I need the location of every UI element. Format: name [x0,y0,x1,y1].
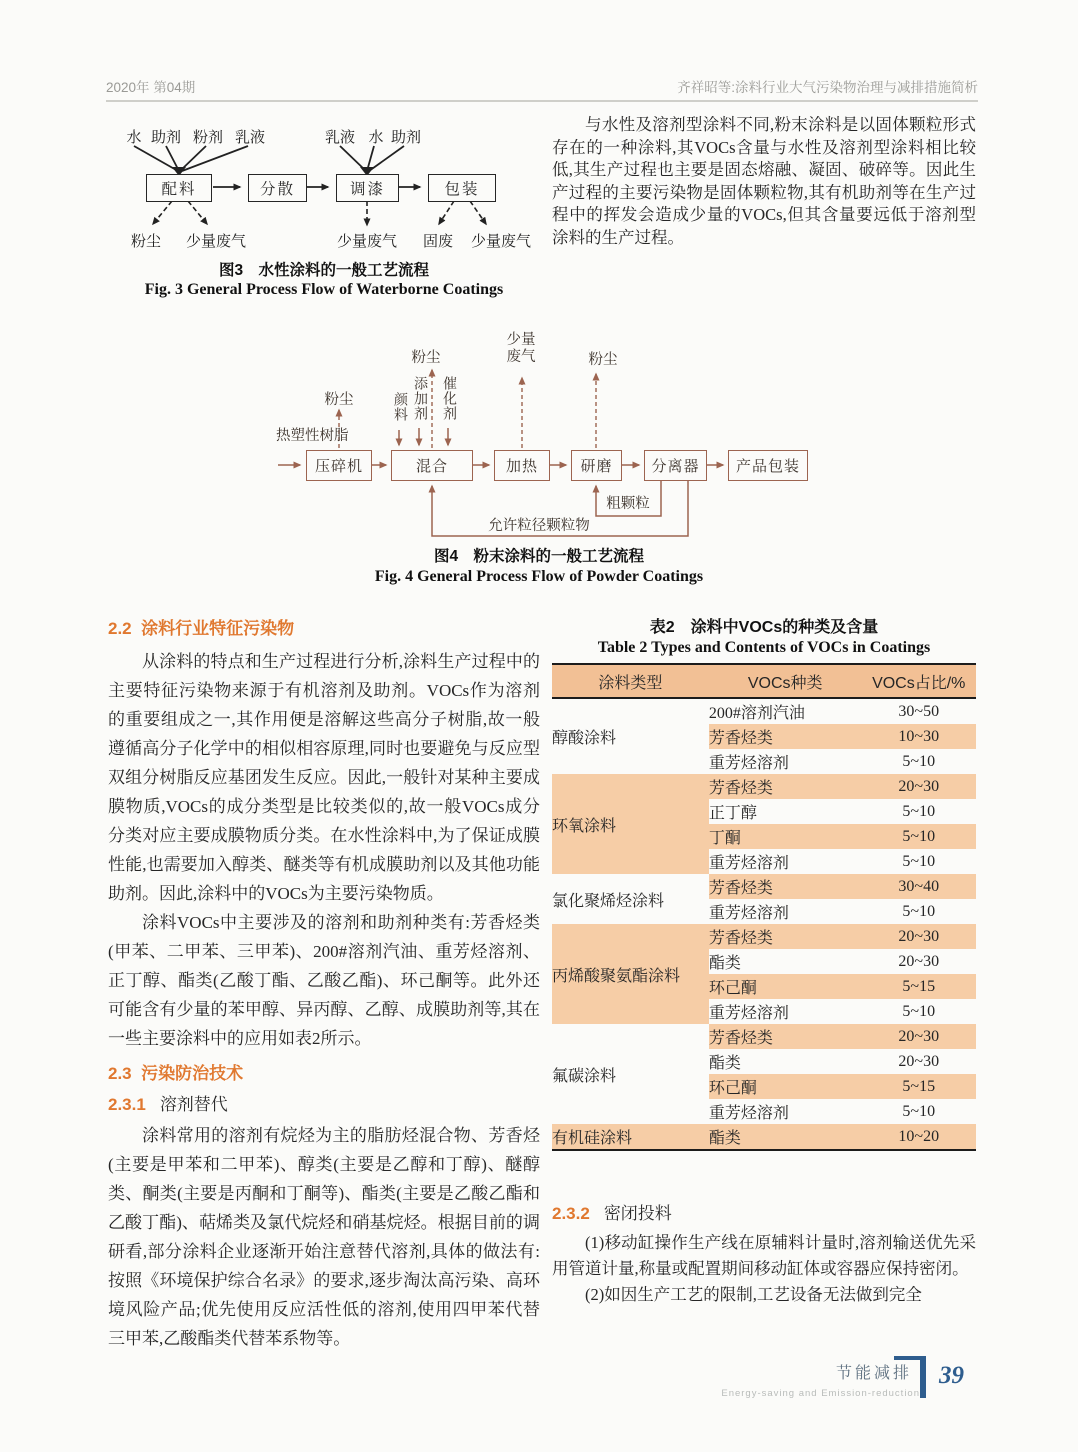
fig4-box-crusher: 压碎机 [306,450,372,481]
table-header-row [552,664,976,698]
vocs-table-body [552,698,976,1150]
issue-label: 2020年 第04期 [106,80,196,95]
voc-type-cell: 环己酮 [709,974,862,999]
voc-pct-cell: 20~30 [862,924,977,949]
section-number: 2.3 [108,1064,132,1083]
voc-pct-cell: 20~30 [862,1024,977,1049]
footer-brand-zh: 节能减排 [835,1365,912,1382]
right-column [552,612,976,1308]
fig4-dust3-label: 粉尘 [588,352,618,368]
voc-pct-cell: 20~30 [898,952,940,970]
figure-4-powder-process [108,330,970,592]
voc-type-cell: 200#溶剂汽油 [708,705,805,722]
voc-pct-cell: 30~50 [898,702,940,720]
section-title: 溶剂替代 [159,1095,228,1114]
fig3-out-dust: 粉尘 [130,234,162,250]
fig3-out-waste-gas2: 少量废气 [336,234,398,250]
fig3-box-packaging: 包装 [428,174,496,202]
coating-type-cell: 环氧涂料 [552,774,709,874]
paragraph-solvent-substitution: 涂料常用的溶剂有烷烃为主的脂肪烃混合物、芳香烃(主要是甲苯和二甲苯)、醇类(主要是乙醇和丁醇)、醚醇类、酮类(主要是丙酮和丁酮等)、酯类(主要是乙酸乙酯和乙酸丁酯)、萜烯类及氯代烷烃和硝基烷烃。根据目前的调研看,部分涂料企业逐渐开始注意替代溶剂,具体的做法有:按照《环境保护综合名录》的要求,逐步淘汰高污染、高环境风险产品;优先使用反应活性低的溶剂,使用四甲苯代替三甲苯,乙酸酯类代替苯系物等。 [108,1126,540,1348]
voc-type-cell: 芳香烃类 [709,1024,862,1049]
table2-caption-en: Table 2 Types and Contents of VOCs in Coatings [597,639,931,656]
voc-type-cell: 环己酮 [709,1074,862,1099]
fig4-box-grinder: 研磨 [571,450,622,481]
fig3-out-solid-waste: 固废 [422,234,454,250]
fig3-caption-zh: 图3 水性涂料的一般工艺流程 [218,262,430,279]
fig4-dust2-label: 粉尘 [411,350,441,366]
page-number: 39 [939,1362,964,1389]
fig4-box-separator: 分离器 [644,450,707,481]
voc-type-cell: 芳香烃类 [709,724,862,749]
voc-type-cell: 重芳烃溶剂 [708,855,789,872]
fig3-box-tinting: 调漆 [336,174,399,202]
fig4-caption-en: Fig. 4 General Process Flow of Powder Coatings [374,568,704,585]
fig4-box-packaging: 产品包装 [728,450,808,481]
section-title: 涂料行业特征污染物 [141,619,295,638]
voc-type-cell: 酯类 [708,955,741,972]
paragraph-closed-feeding-2: (2)如因生产工艺的限制,工艺设备无法做到完全 [585,1285,922,1304]
section-number: 2.2 [108,619,132,638]
coating-type-cell: 有机硅涂料 [552,1124,709,1150]
col-header-coating-type: 涂料类型 [552,664,709,698]
fig3-input-water2: 水 [368,130,384,146]
voc-type-cell: 重芳烃溶剂 [708,905,789,922]
col-header-voc-pct: VOCs占比/% [862,664,977,698]
section-2-3-2-heading [552,1199,976,1224]
voc-pct-cell: 5~10 [862,824,977,849]
voc-pct-cell: 5~15 [862,1074,977,1099]
coating-type-cell: 氯化聚烯烃涂料 [552,892,665,910]
footer-brand-en: Energy-saving and Emission-reduction [721,1388,920,1399]
fig4-dust1-label: 粉尘 [324,392,354,408]
fig3-input-powder: 粉剂 [192,130,224,146]
table-row [552,774,976,799]
coating-type-cell: 醇酸涂料 [552,730,617,747]
fig4-input-resin: 热塑性树脂 [276,428,349,444]
voc-type-cell: 丁酮 [709,824,862,849]
running-title: 齐祥昭等:涂料行业大气污染物治理与减排措施简析 [677,80,978,95]
fig3-out-waste-gas1: 少量废气 [185,234,247,250]
header-rule [106,100,978,102]
table-row [552,1124,976,1150]
voc-pct-cell: 5~10 [902,752,936,770]
vocs-table-head [552,664,976,698]
fig4-diagram [276,330,810,542]
fig3-input-additive: 助剂 [150,130,182,146]
table-row [552,698,976,724]
voc-type-cell: 酯类 [708,1055,741,1072]
paragraph-solvent-types: 涂料VOCs中主要涉及的溶剂和助剂种类有:芳香烃类(甲苯、二甲苯、三甲苯)、200#溶剂汽油、重芳烃溶剂、正丁醇、酯类(乙酸丁酯、乙酸乙酯)、环己酮等。此外还可能含有少量的苯甲醇、异丙醇、乙醇、成膜助剂等,其在一些主要涂料中的应用如表2所示。 [108,913,540,1048]
voc-pct-cell: 10~30 [862,724,977,749]
fig4-box-heater: 加热 [494,450,550,481]
voc-pct-cell: 5~15 [862,974,977,999]
section-title: 密闭投料 [603,1204,672,1223]
voc-type-cell: 重芳烃溶剂 [708,1005,789,1022]
fig3-input-emulsion: 乳液 [234,130,266,146]
coating-type-cell: 氟碳涂料 [552,1067,617,1085]
section-2-3-1-heading [108,1090,540,1115]
voc-pct-cell: 5~10 [902,1102,936,1120]
section-number: 2.3.2 [552,1204,590,1223]
fig4-caption-zh: 图4 粉末涂料的一般工艺流程 [433,548,645,565]
section-2-3-heading [108,1059,540,1084]
voc-pct-cell: 5~10 [902,1002,936,1020]
coating-type-cell: 丙烯酸聚氨酯涂料 [552,924,709,1024]
powder-coating-paragraph: 与水性及溶剂型涂料不同,粉末涂料是以固体颗粒形式存在的一种涂料,其VOCs含量与水性及溶剂型涂料相比较低,其生产过程也主要是固态熔融、凝固、破碎等。因此生产过程的主要污染物是固体颗粒物,其有机助剂等在生产过程中的挥发会造成少量的VOCs,但其含量要远低于溶剂型涂料的生产过程。 [552,115,976,247]
paragraph-pollutant-analysis: 从涂料的特点和生产过程进行分析,涂料生产过程中的主要特征污染物来源于有机溶剂及助剂。VOCs作为溶剂的重要组成之一,其作用便是溶解这些高分子树脂,故一般遵循高分子化学中的相似相容原理,同时也要避免与反应型双组分树脂反应基团发生反应。因此,一般针对某种主要成膜物质,VOCs的成分类型是比较类似的,故一般VOCs成分分类对应主要成膜物质分类。在水性涂料中,为了保证成膜性能,也需要加入醇类、醚类等有机成膜助剂以及其他功能助剂。因此,涂料中的VOCs为主要污染物质。 [108,652,540,903]
fig3-caption-en: Fig. 3 General Process Flow of Waterborne Coatings [144,281,504,298]
voc-pct-cell: 20~30 [862,774,977,799]
table-row [552,874,976,899]
page-header [106,76,978,96]
left-column [108,612,540,1353]
section-2-2-heading [108,614,540,639]
fig4-box-mixer: 混合 [391,450,473,481]
voc-pct-cell: 5~10 [902,852,936,870]
voc-pct-cell: 5~10 [902,902,936,920]
fig4-allowed-particle-label: 允许粒径颗粒物 [488,518,590,534]
vocs-table [552,663,976,1151]
fig3-box-dispersing: 分散 [248,174,307,202]
fig3-input-emulsion2: 乳液 [324,130,356,146]
table-row [552,1024,976,1049]
fig3-box-batching: 配料 [146,174,212,202]
footer-bracket-vertical [920,1356,926,1398]
fig3-out-waste-gas3: 少量废气 [470,234,532,250]
fig4-additive-label: 添加剂 [412,376,427,421]
section-title: 污染防治技术 [141,1064,244,1083]
fig4-waste-gas-label: 少量废气 [506,332,536,365]
fig4-coarse-particle-label: 粗颗粒 [606,496,650,512]
voc-type-cell: 重芳烃溶剂 [708,755,789,772]
page-footer [658,1354,978,1404]
fig4-flow-lines [276,330,810,542]
table-row [552,924,976,949]
paragraph-closed-feeding-1: (1)移动缸操作生产线在原辅料计量时,溶剂输送优先采用管道计量,称量或配置期间移动缸体或容器应保持密闭。 [552,1233,976,1278]
voc-type-cell: 正丁醇 [708,805,757,822]
footer-bracket-horizontal [894,1356,926,1360]
voc-type-cell: 酯类 [709,1124,862,1150]
table2-caption-zh: 表2 涂料中VOCs的种类及含量 [649,619,879,636]
fig3-input-water: 水 [126,130,142,146]
voc-pct-cell: 30~40 [862,874,977,899]
figure-3-waterborne-process [108,122,540,256]
fig4-catalyst-label: 催化剂 [441,376,456,421]
col-header-voc-type: VOCs种类 [709,664,862,698]
voc-type-cell: 重芳烃溶剂 [708,1105,789,1122]
section-number: 2.3.1 [108,1095,146,1114]
voc-pct-cell: 20~30 [898,1052,940,1070]
voc-pct-cell: 5~10 [902,802,936,820]
fig4-pigment-label: 颜料 [392,392,407,422]
voc-type-cell: 芳香烃类 [709,874,862,899]
fig3-input-additive2: 助剂 [390,130,422,146]
voc-type-cell: 芳香烃类 [709,924,862,949]
voc-pct-cell: 10~20 [862,1124,977,1150]
voc-type-cell: 芳香烃类 [709,774,862,799]
